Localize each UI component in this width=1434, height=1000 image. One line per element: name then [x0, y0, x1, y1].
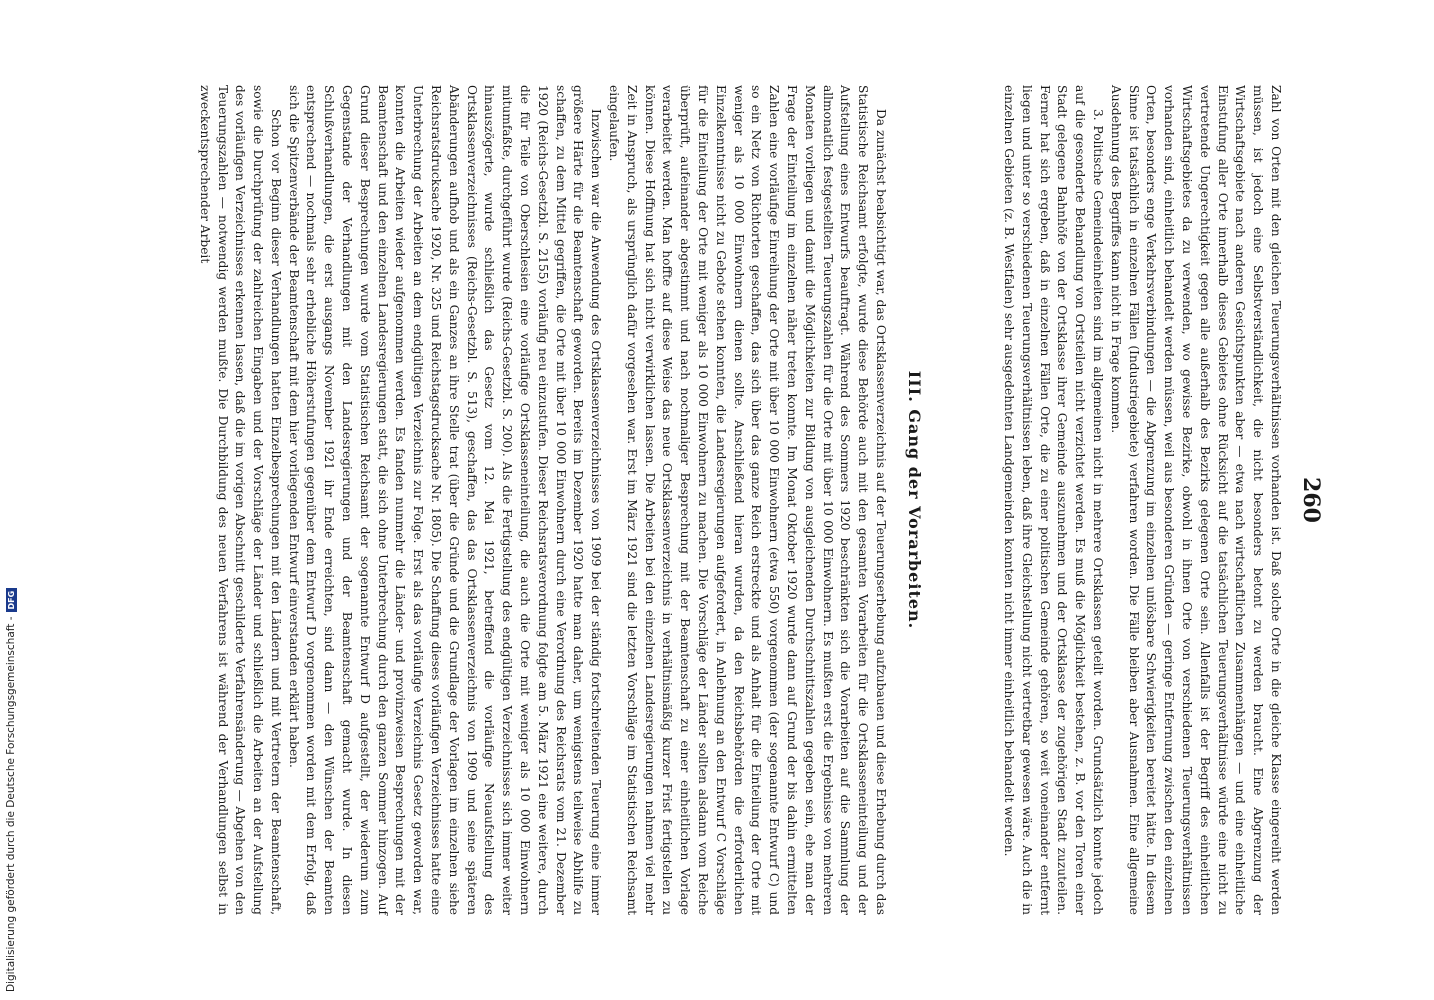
paragraph: Zahl von Orten mit den gleichen Teuerungsverhältnissen vorhanden ist. Daß solche Orte in die gleiche Klasse eingereiht werden müssen, ist jedoch eine Selbstverständlichkeit, die nicht besonders betont zu werden braucht. Eine Abgrenzung der Wirtschaftsgebiete nach anderen Gesichtspunkten aber — etwa nach wirtschaftlichen Zusammenhängen — und eine einheitliche Einstufung aller Orte innerhalb dieses Gebietes ohne Rücksicht auf die tatsächlichen Teuerungsverhältnisse würde eine nicht zu vertretende Ungerechtigkeit gegen alle außerhalb des Bezirks gelegenen Orte sein. Allenfalls ist der Begriff des einheitlichen Wirtschaftsgebietes da zu verwenden, wo gewisse Bezirke, obwohl in ihnen Orte von verschiedenen Teuerungsverhältnissen vorhanden sind, einheitlich behandelt werden müssen, weil aus besonderen Gründen — geringe Entfernung zwischen den einzelnen Orten, besonders enge Verkehrsverbindungen — die Abgrenzung im einzelnen unlösbare Schwierigkeiten bereitet hätte. In diesem Sinne ist tatsächlich in einzelnen Fällen (Industriegebiete) verfahren worden. Die Fälle bleiben aber Ausnahmen. Eine allgemeine Ausdehnung des Begriffes kann nicht in Frage kommen. [1108, 85, 1283, 915]
paragraph: Schon vor Beginn dieser Verhandlungen hatten Einzelbesprechungen mit den Ländern und mit Vertretern der Beamtenschaft, sowie die Durchprüfung der zahlreichen Eingaben und der Vorschläge der Länder und schließlich die Arbeiten an der Aufstellung des vorläufigen Verzeichnisses erkennen lassen, daß die im vorigen Abschnitt geschilderte Verfahrensänderung — Abgehen von den Teuerungszahlen — notwendig werden mußte. Die Durchbildung des neuen Verfahrens ist während der Verhandlungen selbst in zweckentsprechender Arbeit [197, 85, 283, 915]
top-paragraphs [999, 85, 1284, 915]
digitization-credit-text: Digitalisierung gefördert durch die Deutsche Forschungsgemeinschaft - [5, 616, 17, 992]
paragraph: 3. Politische Gemeindeeinheiten sind im allgemeinen nicht in mehrere Ortsklassen geteilt worden. Grundsätzlich konnte jedoch auf die gesonderte Behandlung von Ortsteilen nicht verzichtet werden. Es muß die Möglichkeit bestehen, z. B. vor den Toren einer Stadt gelegene Bahnhöfe von der Ortsklasse ihrer Gemeinde auszunehmen und der Ortsklasse der zugehörigen Stadt zuzuteilen. Ferner hat sich ergeben, daß in einzelnen Fällen Orte, die zu einer politischen Gemeinde gehören, so weit voneinander entfernt liegen und unter so verschiedenen Teuerungsverhältnissen leben, daß ihre Gleichstellung nicht vertretbar gewesen wäre. Auch die in einzelnen Gebieten (z. B. Westfalen) sehr ausgedehnten Landgemeinden konnten nicht immer einheitlich behandelt werden. [1002, 85, 1106, 915]
section-paragraphs [195, 85, 889, 915]
page-number: 260 [1298, 477, 1324, 523]
dfg-logo: DFG [6, 588, 17, 613]
section-heading: III. Gang der Vorarbeiten. [905, 370, 924, 630]
paragraph: Inzwischen war die Anwendung des Ortsklassenverzeichnisses von 1909 bei der ständig fortschreitenden Teuerung eine immer größere Härte für die Beamtenschaft geworden. Bereits im Dezember 1920 hatte man daher, um wenigstens teilweise Abhilfe zu schaffen, zu dem Mittel gegriffen, die Orte mit über 10 000 Einwohnern durch eine Verordnung des Reichsrats vom 21. Dezember 1920 (Reichs-Gesetzbl. S. 2155) vorläufig neu einzustufen. Dieser Reichsratsverordnung folgte am 5. März 1921 eine weitere, durch die für Teile von Oberschlesien eine vorläufige Ortsklasseneinteilung, die auch die Orte mit weniger als 10 000 Einwohnern mitumfaßte, durchgeführt wurde (Reichs-Gesetzbl. S. 200). Als die Fertigstellung des endgültigen Verzeichnisses sich immer weiter hinauszögerte, wurde schließlich das Gesetz vom 12. Mai 1921, betreffend die vorläufige Neuaufstellung des Ortsklassenverzeichnisses (Reichs-Gesetzbl. S. 513), geschaffen, das das Ortsklassenverzeichnis von 1909 und seine späteren Abänderungen aufhob und als ein Ganzes an ihre Stelle trat (über die Gründe und die Grundlage der Vorlagen im einzelnen siehe Reichsratsdrucksache 1920, Nr. 325 und Reichstagsdrucksache Nr. 1805). Die Schaffung dieses vorläufigen Verzeichnisses hatte eine Unterbrechung der Arbeiten an dem endgültigen Verzeichnis zur Folge. Erst als das vorläufige Verzeichnis Gesetz geworden war, konnten die Arbeiten wieder aufgenommen werden. Es fanden nunmehr die Länder- und provinzweisen Besprechungen mit der Beamtenschaft und den einzelnen Landesregierungen statt, die sich ohne Unterbrechung durch den ganzen Sommer hinzogen. Auf Grund dieser Besprechungen wurde vom Statistischen Reichsamt der sogenannte Entwurf D aufgestellt, der wiederum zum Gegenstande der Verhandlungen mit den Landesregierungen und der Beamtenschaft gemacht wurde. In diesen Schlußverhandlungen, die erst ausgangs November 1921 ihr Ende erreichten, sind dann — den Wünschen der Beamten entsprechend — nochmals sehr erhebliche Höherstufungen gegenüber dem Entwurf D vorgenommen worden mit dem Erfolg, daß sich die Spitzenverbände der Beamtenschaft mit dem hier vorliegenden Entwurf einverstanden erklärt haben. [286, 85, 604, 915]
paragraph: Da zunächst beabsichtigt war, das Ortsklassenverzeichnis auf der Teuerungserhebung aufzubauen und diese Erhebung durch das Statistische Reichsamt erfolgte, wurde diese Behörde auch mit den gesamten Vorarbeiten für die Ortsklasseneinteilung und der Aufstellung eines Entwurfs beauftragt. Während des Sommers 1920 beschränkten sich die Vorarbeiten auf die Sammlung der allmonatlich festgestellten Teuerungszahlen für die Orte mit über 10 000 Einwohnern. Es mußten erst die Ergebnisse von mehreren Monaten vorliegen und damit die Möglichkeiten zur Bildung von ausgleichenden Durchschnittszahlen gegeben sein, ehe man der Frage der Einteilung im einzelnen näher treten konnte. Im Monat Oktober 1920 wurde dann auf Grund der bis dahin ermittelten Zahlen eine vorläufige Einreihung der Orte mit über 10 000 Einwohnern (etwa 550) vorgenommen (der sogenannte Entwurf C) und so ein Netz von Richtorten geschaffen, das sich über das ganze Reich erstreckte und als Anhalt für die Einteilung der Orte mit weniger als 10 000 Einwohnern dienen sollte. Anschließend hieran wurden, da den Reichsbehörden die erforderlichen Einzelkenntnisse nicht zu Gebote stehen konnten, die Landesregierungen aufgefordert, in Anlehnung an den Entwurf C Vorschläge für die Einteilung der Orte mit weniger als 10 000 Einwohnern zu machen. Die Vorschläge der Länder sollten alsdann vom Reiche überprüft, aufeinander abgestimmt und nach nochmaliger Besprechung mit der Beamtenschaft zu einer einheitlichen Vorlage verarbeitet werden. Man hoffte auf diese Weise das neue Ortsklassenverzeichnis in verhältnismäßig kurzer Frist fertigstellen zu können. Diese Hoffnung hat sich nicht verwirklichen lassen. Die Arbeiten bei den einzelnen Landesregierungen nahmen viel mehr Zeit in Anspruch, als ursprünglich dafür vorgesehen war. Erst im März 1921 sind die letzten Vorschläge im Statistischen Reichsamt eingelaufen. [607, 85, 888, 915]
